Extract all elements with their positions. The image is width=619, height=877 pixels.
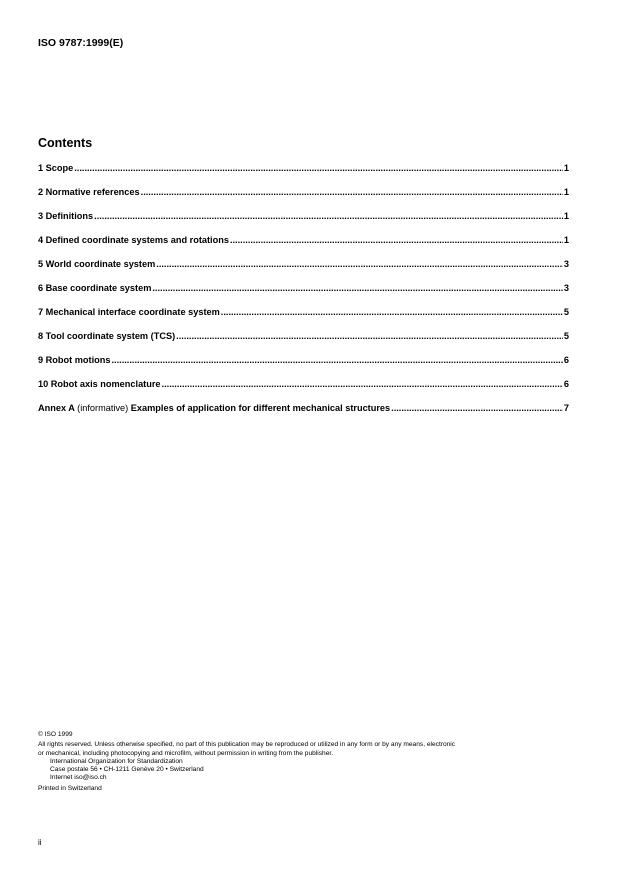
page-number: ii bbox=[38, 838, 42, 847]
toc-entry-page: 5 bbox=[563, 331, 569, 341]
table-of-contents bbox=[38, 163, 569, 427]
toc-entry-page: 1 bbox=[563, 211, 569, 221]
toc-entry-robot-axis-nomenclature[interactable] bbox=[38, 379, 569, 403]
annex-prefix: Annex A bbox=[38, 403, 75, 413]
toc-entry-base-coordinate-system[interactable] bbox=[38, 283, 569, 307]
toc-entry-defined-coordinate-systems[interactable] bbox=[38, 235, 569, 259]
toc-entry-page: 6 bbox=[563, 355, 569, 365]
toc-entry-robot-motions[interactable] bbox=[38, 355, 569, 379]
annex-qualifier: (informative) bbox=[77, 403, 129, 413]
toc-entry-page: 1 bbox=[563, 187, 569, 197]
toc-leader-dots bbox=[230, 235, 563, 245]
rights-statement-line-2: or mechanical, including photocopying and microfilm, without permission in writing from the publisher. bbox=[38, 749, 334, 757]
toc-leader-dots bbox=[94, 211, 563, 221]
printed-location: Printed in Switzerland bbox=[38, 784, 102, 792]
toc-entry-definitions[interactable] bbox=[38, 211, 569, 235]
toc-leader-dots bbox=[176, 331, 563, 341]
toc-leader-dots bbox=[391, 403, 563, 413]
toc-entry-title: 10 Robot axis nomenclature bbox=[38, 379, 161, 389]
toc-entry-normative-references[interactable] bbox=[38, 187, 569, 211]
toc-entry-title: 1 Scope bbox=[38, 163, 74, 173]
copyright-footer bbox=[38, 731, 578, 793]
toc-annex-title bbox=[38, 403, 390, 413]
toc-entry-page: 7 bbox=[563, 403, 569, 413]
contents-heading: Contents bbox=[38, 136, 93, 150]
toc-entry-page: 1 bbox=[563, 235, 569, 245]
toc-entry-page: 5 bbox=[563, 307, 569, 317]
toc-entry-page: 3 bbox=[563, 259, 569, 269]
toc-entry-scope[interactable] bbox=[38, 163, 569, 187]
toc-entry-title: 8 Tool coordinate system (TCS) bbox=[38, 331, 176, 341]
toc-leader-dots bbox=[141, 187, 563, 197]
toc-entry-title: 5 World coordinate system bbox=[38, 259, 156, 269]
document-id: ISO 9787:1999(E) bbox=[38, 37, 124, 49]
toc-entry-title: 2 Normative references bbox=[38, 187, 140, 197]
org-internet: Internet iso@iso.ch bbox=[50, 774, 107, 782]
org-name: International Organization for Standardization bbox=[50, 757, 183, 765]
toc-entry-annex-a[interactable] bbox=[38, 403, 569, 427]
toc-entry-tool-coordinate-system[interactable] bbox=[38, 331, 569, 355]
toc-entry-title: 3 Definitions bbox=[38, 211, 94, 221]
toc-leader-dots bbox=[156, 259, 563, 269]
toc-entry-title: 7 Mechanical interface coordinate system bbox=[38, 307, 220, 317]
toc-entry-title: 9 Robot motions bbox=[38, 355, 111, 365]
toc-entry-world-coordinate-system[interactable] bbox=[38, 259, 569, 283]
toc-leader-dots bbox=[162, 379, 563, 389]
toc-entry-mechanical-interface[interactable] bbox=[38, 307, 569, 331]
toc-leader-dots bbox=[111, 355, 562, 365]
copyright-notice: © ISO 1999 bbox=[38, 731, 73, 738]
toc-entry-page: 1 bbox=[563, 163, 569, 173]
org-address: Case postale 56 • CH-1211 Genève 20 • Switzerland bbox=[50, 766, 204, 774]
toc-entry-title: 6 Base coordinate system bbox=[38, 283, 152, 293]
toc-entry-page: 6 bbox=[563, 379, 569, 389]
toc-leader-dots bbox=[152, 283, 563, 293]
rights-statement-line-1: All rights reserved. Unless otherwise specified, no part of this publication may be reproduced or utilized in any form or by any means, electronic bbox=[38, 741, 456, 749]
toc-entry-page: 3 bbox=[563, 283, 569, 293]
toc-entry-title: 4 Defined coordinate systems and rotations bbox=[38, 235, 229, 245]
annex-title-text: Examples of application for different mechanical structures bbox=[130, 403, 391, 413]
toc-leader-dots bbox=[74, 163, 563, 173]
toc-leader-dots bbox=[221, 307, 563, 317]
